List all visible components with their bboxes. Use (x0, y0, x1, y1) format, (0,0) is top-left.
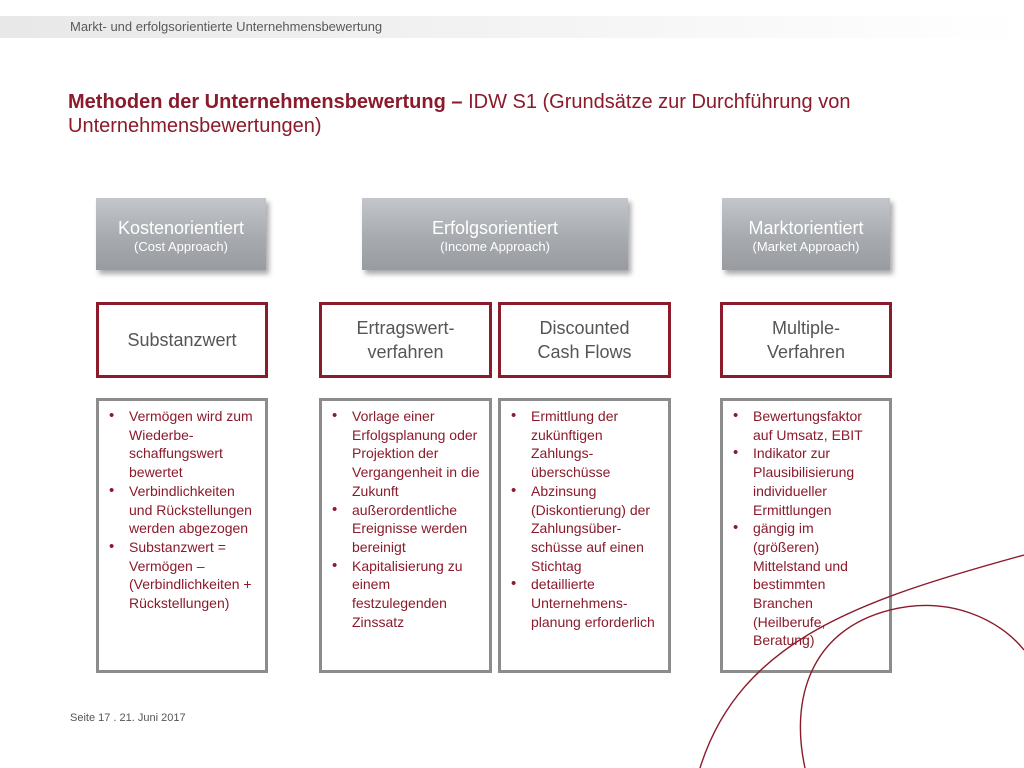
title-bold: Methoden der Unternehmensbewertung – (68, 91, 469, 113)
approach-label: Marktorientiert (748, 218, 864, 238)
approach-cost (96, 198, 266, 270)
approach-income (362, 198, 628, 270)
breadcrumb: Markt- und erfolgsorientierte Unternehmensbewertung (70, 19, 383, 34)
detail-ertragswert (319, 398, 492, 673)
method-dcf (498, 302, 671, 378)
bullet-list (509, 407, 662, 631)
method-multiple (720, 302, 892, 378)
page-title (68, 90, 968, 138)
list-item: • Kapitalisierung zu einem festzulegenden Zinssatz (330, 557, 483, 632)
detail-substanzwert (96, 398, 268, 673)
title-normal: IDW S1 (Grundsätze zur Durchführung von Unternehmensbewertungen) (68, 91, 851, 137)
list-item: • Ermittlung der zukünftigen Zahlungs-überschüsse (509, 407, 662, 482)
list-item: • außerordentliche Ereignisse werden bereinigt (330, 501, 483, 557)
method-label: Ertragswert- verfahren (356, 318, 455, 362)
approach-label: Erfolgsorientiert (431, 218, 559, 238)
list-item: • Bewertungsfaktor auf Umsatz, EBIT (731, 407, 883, 444)
method-substanzwert (96, 302, 268, 378)
approach-sublabel: (Cost Approach) (134, 239, 228, 254)
method-label: Substanzwert (127, 330, 237, 350)
footer-page-date: Seite 17 . 21. Juni 2017 (70, 712, 186, 724)
detail-multiple (720, 398, 892, 673)
method-ertragswert (319, 302, 492, 378)
method-label: Discounted Cash Flows (537, 318, 632, 362)
approach-sublabel: (Income Approach) (440, 239, 550, 254)
list-item: • Abzinsung (Diskontierung) der Zahlungsüber-schüsse auf einen Stichtag (509, 482, 662, 576)
list-item: • detaillierte Unternehmens-planung erforderlich (509, 575, 662, 631)
list-item: • gängig im (größeren) Mittelstand und bestimmten Branchen (Heilberufe, Beratung) (731, 519, 883, 650)
list-item: • Verbindlichkeiten und Rückstellungen werden abgezogen (107, 482, 259, 538)
bullet-list (107, 407, 259, 613)
list-item: • Substanzwert = Vermögen – (Verbindlichkeiten + Rückstellungen) (107, 538, 259, 613)
approach-market (722, 198, 890, 270)
bullet-list (330, 407, 483, 631)
method-label: Multiple- Verfahren (766, 318, 846, 362)
approach-sublabel: (Market Approach) (752, 239, 860, 254)
list-item: • Indikator zur Plausibilisierung individueller Ermittlungen (731, 444, 883, 519)
detail-dcf (498, 398, 671, 673)
list-item: • Vermögen wird zum Wiederbe-schaffungswert bewertet (107, 407, 259, 482)
approach-label: Kostenorientiert (117, 218, 245, 238)
bullet-list (731, 407, 883, 650)
list-item: • Vorlage einer Erfolgsplanung oder Projektion der Vergangenheit in die Zukunft (330, 407, 483, 501)
